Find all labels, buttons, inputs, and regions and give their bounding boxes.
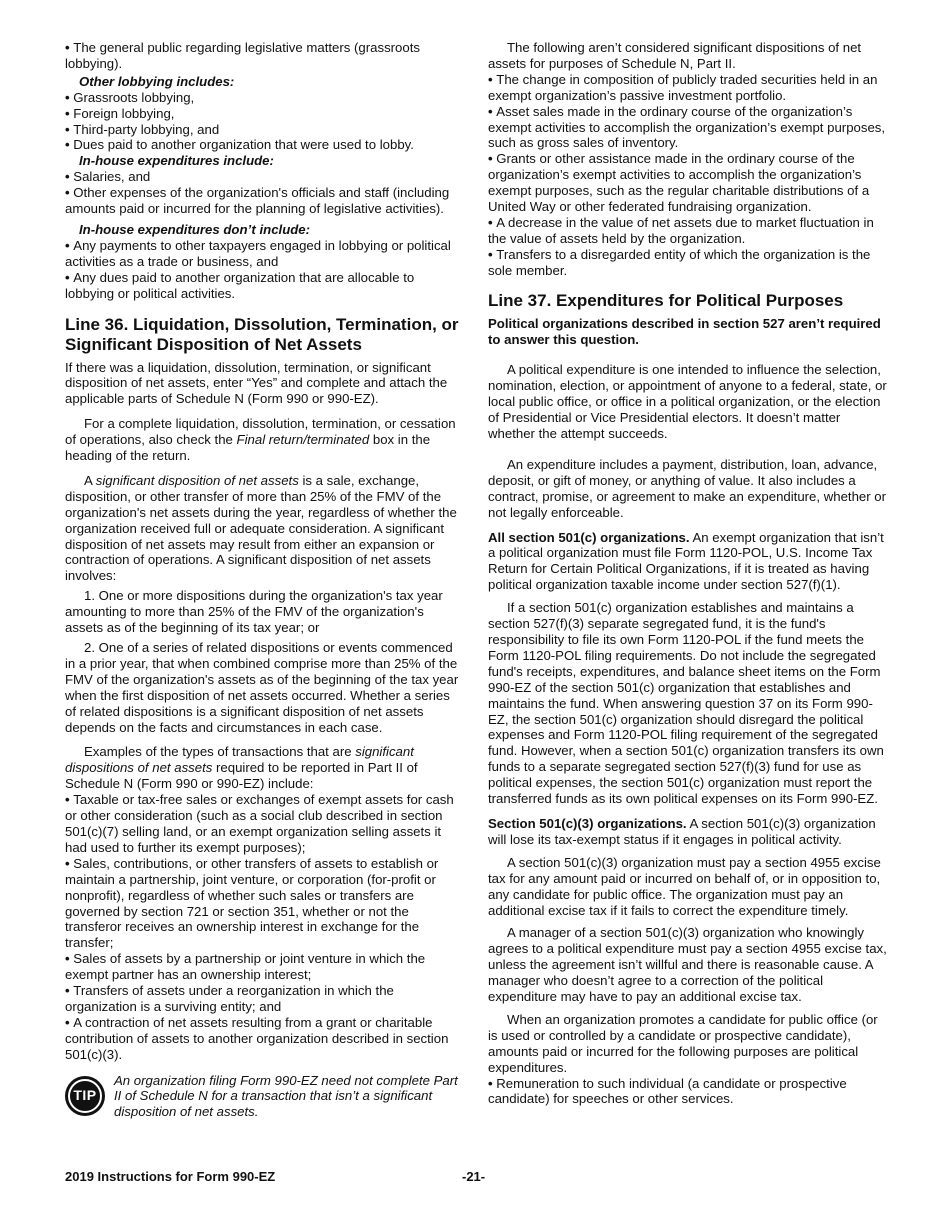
bullet-item: • Sales of assets by a partnership or joint venture in which the exempt partner has an ownership interest; (65, 951, 463, 983)
bullet-item: • Transfers of assets under a reorganization in which the organization is a surviving entity; and (65, 983, 463, 1015)
text-run: box in the heading of the return. (65, 432, 431, 464)
subheading-inhouse-include: In-house expenditures include: (79, 153, 274, 169)
bullet-item: • Taxable or tax-free sales or exchanges of exempt assets for cash or other consideration (such as a social club described in section 501(c)(7) selling land, or an exempt organization selling assets it had used to further its exempt purposes); (65, 792, 463, 856)
line37-heading: Line 37. Expenditures for Political Purposes (488, 290, 844, 310)
paragraph: When an organization promotes a candidate for public office (or is used or controlled by a candidate or prospective candidate), amounts paid or incurred for the following purposes are political expenditures. (488, 1011, 878, 1075)
bullet-item: • The general public regarding legislative matters (grassroots lobbying). (65, 40, 463, 72)
paragraph: An expenditure includes a payment, distribution, loan, advance, deposit, or gift of money, or anything of value. It also includes a contract, promise, or agreement to make an expenditure, whether or not legally enforceable. (488, 456, 887, 520)
run-in-heading: All section 501(c) organizations. (488, 529, 690, 545)
bullet-item: • Dues paid to another organization that were used to lobby. (65, 137, 463, 153)
bullet-item: • Remuneration to such individual (a candidate or prospective candidate) for speeches or other services. (488, 1076, 888, 1108)
subheading-inhouse-exclude: In-house expenditures don’t include: (79, 221, 311, 237)
line36-heading: Line 36. Liquidation, Dissolution, Termination, or Significant Disposition of Net Assets (65, 314, 459, 354)
paragraph: A section 501(c)(3) organization must pay a section 4955 excise tax for any amount paid or incurred on behalf of, or in opposition to, any candidate for public office. The organization must pay an additional excise tax if it fails to correct the expenditure timely. (488, 854, 881, 918)
paragraph: A manager of a section 501(c)(3) organization who knowingly agrees to a political expenditure must pay a section 4955 excise tax, unless the agreement isn’t willful and there is reasonable cause. A manager who doesn’t agree to a correction of the political expenditure may have to pay an additional excise tax. (488, 925, 887, 1005)
bullet-item: • Third-party lobbying, and (65, 122, 463, 138)
paragraph (65, 744, 463, 792)
bullet-item: • Grants or other assistance made in the ordinary course of the organization’s exempt activities to accomplish the organization’s exempt purposes, such as the regular charitable distributions of a United Way or other federated fundraising organization. (488, 151, 888, 215)
bullet-item: • Asset sales made in the ordinary course of the organization’s exempt activities to accomplish the organization’s exempt purposes, such as gross sales of inventory. (488, 104, 888, 152)
italic-term: Final return/terminated (236, 432, 370, 448)
left-column (65, 40, 463, 1120)
bullet-item: • The change in composition of publicly traded securities held in an exempt organization’s passive investment portfolio. (488, 72, 888, 104)
text-run: For a complete liquidation, dissolution, termination, or cessation of operations, also check the (65, 416, 456, 448)
right-column (488, 40, 888, 1107)
run-in-heading: Section 501(c)(3) organizations. (488, 815, 687, 831)
bullet-item: • Transfers to a disregarded entity of which the organization is the sole member. (488, 247, 888, 279)
bullet-item: • A decrease in the value of net assets due to market fluctuation in the value of assets held by the organization. (488, 215, 888, 247)
paragraph: The following aren’t considered significant dispositions of net assets for purposes of Schedule N, Part II. (488, 40, 862, 71)
bullet-item: • Any dues paid to another organization that are allocable to lobbying or political activities. (65, 270, 463, 302)
text-run: A (84, 472, 96, 488)
bullet-item: • Other expenses of the organization's officials and staff (including amounts paid or incurred for the planning of legislative activities). (65, 185, 463, 217)
page-number: -21- (462, 1169, 486, 1184)
bullet-item: • Salaries, and (65, 169, 463, 185)
bullet-item: • Any payments to other taxpayers engaged in lobbying or political activities as a trade or business, and (65, 238, 463, 270)
paragraph: If a section 501(c) organization establishes and maintains a section 527(f)(3) separate segregated fund, it is the fund's responsibility to file its own Form 1120-POL if the fund meets the Form 1120-POL filing requirements. Do not include the segregated fund's receipts, expenditures, and balance sheet items on the Form 990-EZ of the section 501(c) organization that establishes and maintains the fund. When answering question 37 on its Form 990-EZ, the section 501(c) organization should disregard the political expenses and Form 1120-POL filing requirement of the segregated fund. However, when a section 501(c) organization transfers its own funds to a separate segregated section 527(f)(3) fund for use as political expenses, the section 501(c) organization must report the transferred funds as its own political expenses on its Form 990-EZ. (488, 600, 884, 807)
bullet-item: • Foreign lobbying, (65, 106, 463, 122)
bullet-item: • Grassroots lobbying, (65, 90, 463, 106)
paragraph (65, 416, 463, 464)
paragraph: If there was a liquidation, dissolution, termination, or significant disposition of net assets, enter “Yes” and complete and attach the applicable parts of Schedule N (Form 990 or 990-EZ). (65, 359, 448, 407)
paragraph (488, 530, 888, 594)
tip-label: TIP (68, 1079, 102, 1113)
text-run: Examples of the types of transactions that are (84, 744, 356, 760)
tip-text: An organization filing Form 990-EZ need not complete Part II of Schedule N for a transaction that isn’t a significant disposition of net assets. (114, 1072, 458, 1120)
tip-box (65, 1073, 463, 1121)
text-run: An exempt organization that isn’t a political organization must file Form 1120-POL, U.S. Income Tax Return for Certain Political Organizations, if it is treated as having political organization taxable income under section 527(f)(1). (488, 529, 884, 593)
paragraph: A political expenditure is one intended to influence the selection, nomination, election, or appointment of anyone to a federal, state, or local public office, or office in a political organization, or the election of Presidential or Vice Presidential electors. It doesn’t matter whether the attempt succeeds. (488, 362, 887, 442)
italic-term: significant dispositions of net assets (65, 744, 414, 776)
paragraph (488, 816, 888, 848)
paragraph (65, 473, 463, 584)
line37-note: Political organizations described in section 527 aren’t required to answer this question. (488, 315, 881, 347)
text-run: required to be reported in Part II of Schedule N (Form 990 or 990-EZ) include: (65, 760, 418, 792)
numbered-item: 1. One or more dispositions during the organization's tax year amounting to more than 25% of the FMV of the organization's assets as of the beginning of its tax year; or (65, 588, 443, 636)
numbered-item: 2. One of a series of related dispositions or events commenced in a prior year, that when combined comprise more than 25% of the FMV of the organization's assets as of the beginning of the tax year when the first disposition of net assets occurred. Whether a series of related dispositions is a significant disposition of net assets depends on the facts and circumstances in each case. (65, 640, 459, 735)
footer-title: 2019 Instructions for Form 990-EZ (65, 1169, 276, 1184)
text-run: is a sale, exchange, disposition, or other transfer of more than 25% of the FMV of the organization's net assets during the year, regardless of whether the organization received full or adequate consideration. A significant disposition of net assets may result from either an expansion or contraction of operations. A significant disposition of net assets involves: (65, 472, 457, 584)
tip-icon (65, 1076, 105, 1116)
italic-term: significant disposition of net assets (95, 472, 299, 488)
bullet-item: • A contraction of net assets resulting from a grant or charitable contribution of assets to another organization described in section 501(c)(3). (65, 1015, 463, 1063)
subheading-other-lobbying: Other lobbying includes: (79, 73, 235, 89)
text-run: A section 501(c)(3) organization will lose its tax-exempt status if it engages in political activity. (488, 815, 876, 847)
bullet-item: • Sales, contributions, or other transfers of assets to establish or maintain a partnership, joint venture, or corporation (for-profit or nonprofit), regardless of whether such sales or transfers are governed by section 721 or section 351, whether or not the transferor receives an ownership interest in exchange for the transfer; (65, 856, 463, 951)
